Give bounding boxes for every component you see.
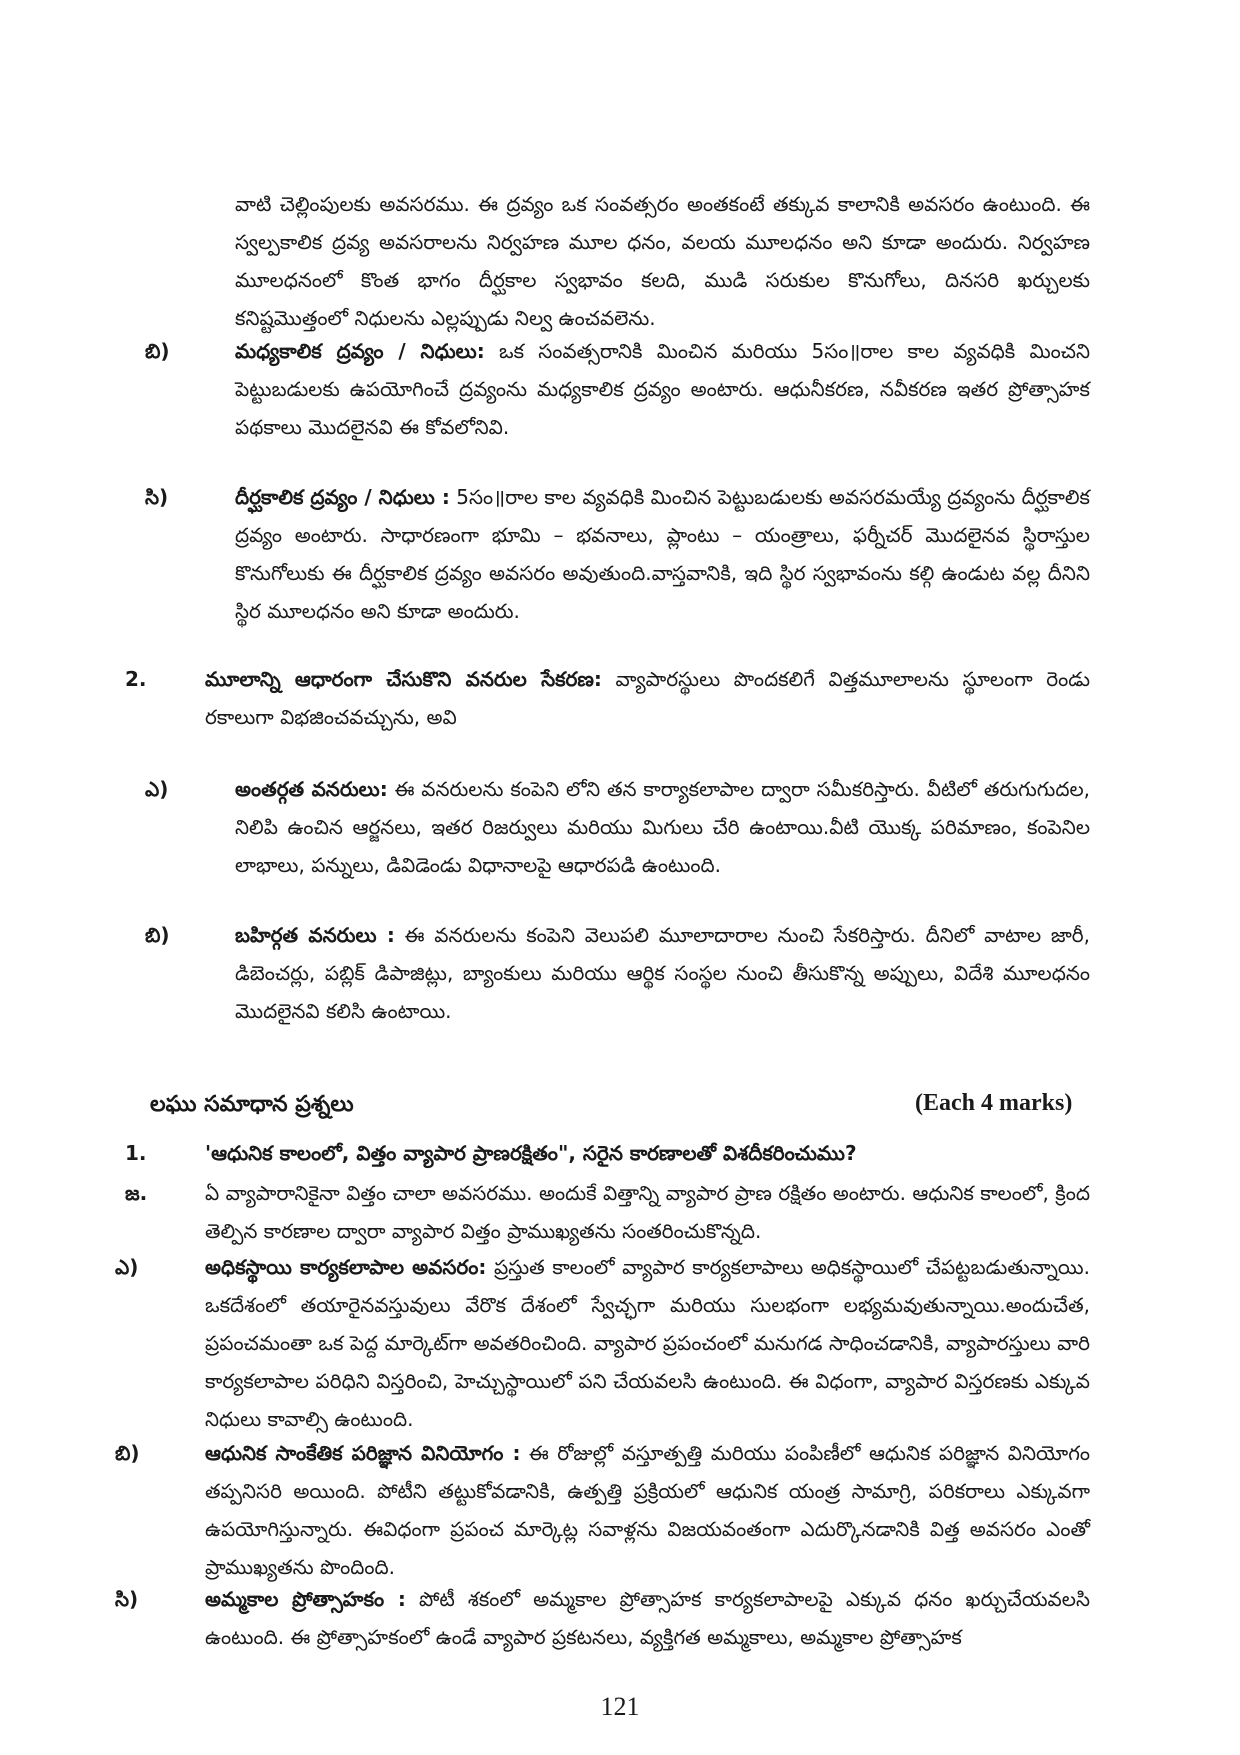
reason-b [115,1434,1090,1586]
reason-a-label: ఎ) [115,1255,139,1279]
item-b-text: ఒక సంవత్సరానికి మించిన మరియు 5సం॥రాల కాల వ్యవధికి మించని పెట్టుబడులకు ఉపయోగించే ద్రవ్యంను మధ్యకాలిక ద్రవ్యం అంటారు. ఆధునీకరణ, నవీకరణ ఇతర ప్రోత్సాహక పథకాలు మొదలైనవి ఈ కోవలోనివి. [235,339,1090,439]
item-2a-term: అంతర్గత వనరులు: [235,777,388,801]
reason-a-text: ప్రస్తుత కాలంలో వ్యాపార కార్యకలాపాలు అధికస్థాయిలో చేపట్టబడుతున్నాయి. ఒకదేశంలో తయారైనవస్తువులు వేరొక దేశంలో స్వేచ్ఛగా మరియు సులభంగా లభ్యమవుతున్నాయి.అందుచేత, ప్రపంచమంతా ఒక పెద్ద మార్కెట్‌గా అవతరించింది. వ్యాపార ప్రపంచంలో మనుగడ సాధించడానికి, వ్యాపారస్తులు వారి కార్యకలాపాల పరిధిని విస్తరించి, హెచ్చుస్థాయిలో పని చేయవలసి ఉంటుంది. ఈ విధంగా, వ్యాపార విస్తరణకు ఎక్కువ నిధులు కావాల్సి ఉంటుంది. [205,1255,1090,1431]
point-2-sources [125,660,1090,736]
item-2a-label: ఎ) [145,777,169,801]
answer-text: ఏ వ్యాపారానికైనా విత్తం చాలా అవసరము. అందుకే విత్తాన్ని వ్యాపార ప్రాణ రక్షితం అంటారు. ఆధునిక కాలంలో, క్రింద తెల్పిన కారణాల ద్వారా వ్యాపార విత్తం ప్రాముఖ్యతను సంతరించుకొన్నది. [205,1181,1090,1243]
item-2b-text: ఈ వనరులను కంపెని వెలుపలి మూలాదారాల నుంచి సేకరిస్తారు. దీనిలో వాటాల జారీ, డిబెంచర్లు, పబ్లిక్ డిపాజిట్లు, బ్యాంకులు మరియు ఆర్థిక సంస్థల నుంచి తీసుకొన్న అప్పులు, విదేశి మూలధనం మొదలైనవి కలిసి ఉంటాయి. [235,923,1090,1023]
point-2-term: మూలాన్ని ఆధారంగా చేసుకొని వనరుల సేకరణ: [205,667,602,691]
item-c-label: సి) [145,485,169,509]
point-2-text: వ్యాపారస్థులు పొందకలిగే విత్తమూలాలను స్థూలంగా రెండు రకాలుగా విభజించవచ్చును, అవి [205,667,1090,729]
page-number: 121 [600,1692,640,1721]
reason-b-label: బి) [115,1441,140,1465]
intro-paragraph [235,185,1090,337]
reason-c-text: పోటీ శకంలో అమ్మకాల ప్రోత్సాహక కార్యకలాపాలపై ఎక్కువ ధనం ఖర్చుచేయవలసి ఉంటుంది. ఈ ప్రోత్సాహకంలో ఉండే వ్యాపార ప్రకటనలు, వ్యక్తిగత అమ్మకాలు, అమ్మకాల ప్రోత్సాహక [205,1587,1090,1649]
point-2-label: 2. [125,667,147,691]
reason-c-label: సి) [115,1587,139,1611]
item-c-text: 5సం॥రాల కాల వ్యవధికి మించిన పెట్టుబడులకు అవసరమయ్యే ద్రవ్యంను దీర్ఘకాలిక ద్రవ్యం అంటారు. సాధారణంగా భూమి – భవనాలు, ప్లాంటు – యంత్రాలు, ఫర్నీచర్ మొదలైనవ స్థిరాస్తుల కొనుగోలుకు ఈ దీర్ఘకాలిక ద్రవ్యం అవసరం అవుతుంది.వాస్తవానికి, ఇది స్థిర స్వభావంను కల్గి ఉండుట వల్ల దీనిని స్థిర మూలధనం అని కూడా అందురు. [235,485,1090,623]
item-b-medium-term [145,332,1090,446]
item-2a-internal [145,770,1090,884]
item-b-term: మధ్యకాలిక ద్రవ్యం / నిధులు: [235,339,485,363]
item-2b-term: బహిర్గత వనరులు : [235,923,395,947]
item-2b-external [145,916,1090,1030]
reason-b-term: ఆధునిక సాంకేతిక పరిజ్ఞాన వినియోగం : [205,1441,521,1465]
item-2a-text: ఈ వనరులను కంపెని లోని తన కార్యాకలాపాల ద్వారా సమీకరిస్తారు. వీటిలో తరుగుగుదల, నిలిపి ఉంచిన ఆర్జనలు, ఇతర రిజర్వులు మరియు మిగులు చేరి ఉంటాయి.వీటి యొక్క పరిమాణం, కంపెనిల లాభాలు, పన్నులు, డివిడెండు విధానాలపై ఆధారపడి ఉంటుంది. [235,777,1090,877]
item-c-long-term [145,478,1090,630]
item-2b-label: బి) [145,923,170,947]
answer-intro [125,1174,1090,1250]
item-b-label: బి) [145,339,170,363]
intro-text: వాటి చెల్లింపులకు అవసరము. ఈ ద్రవ్యం ఒక సంవత్సరం అంతకంటే తక్కువ కాలానికి అవసరం ఉంటుంది. ఈ స్వల్పకాలిక ద్రవ్య అవసరాలను నిర్వహణ మూల ధనం, వలయ మూలధనం అని కూడా అందురు. నిర్వహణ మూలధనంలో కొంత భాగం దీర్ఘకాల స్వభావం కలది, ముడి సరుకుల కొనుగోలు, దినసరి ఖర్చులకు కనిష్టమొత్తంలో నిధులను ఎల్లప్పుడు నిల్వ ఉంచవలెను. [235,192,1090,330]
question-1 [125,1134,1090,1172]
reason-c-term: అమ్మకాల ప్రోత్సాహకం : [205,1587,406,1611]
question-1-label: 1. [125,1141,147,1165]
section-heading: లఘు సమాధాన ప్రశ్నలు [150,1092,354,1117]
reason-b-text: ఈ రోజుల్లో వస్తూత్పత్తి మరియు పంపిణీలో ఆధునిక పరిజ్ఞాన వినియోగం తప్పనిసరి అయింది. పోటీని తట్టుకోవడానికి, ఉత్పత్తి ప్రక్రియలో ఆధునిక యంత్ర సామాగ్రి, పరికరాలు ఎక్కువగా ఉపయోగిస్తున్నారు. ఈవిధంగా ప్రపంచ మార్కెట్ల సవాళ్లను విజయవంతంగా ఎదుర్కొనడానికి విత్త అవసరం ఎంతో ప్రాముఖ్యతను పొందింది. [205,1441,1090,1579]
item-c-term: దీర్ఘకాలిక ద్రవ్యం / నిధులు : [235,485,450,509]
section-marks: (Each 4 marks) [915,1090,1073,1116]
reason-a-term: అధికస్థాయి కార్యకలాపాల అవసరం: [205,1255,487,1279]
answer-label: జ. [125,1181,148,1205]
question-1-text: 'ఆధునిక కాలంలో, విత్తం వ్యాపార ప్రాణరక్షితం", సరైన కారణాలతో విశదీకరించుము? [205,1141,857,1165]
reason-a [115,1248,1090,1438]
reason-c [115,1580,1090,1656]
